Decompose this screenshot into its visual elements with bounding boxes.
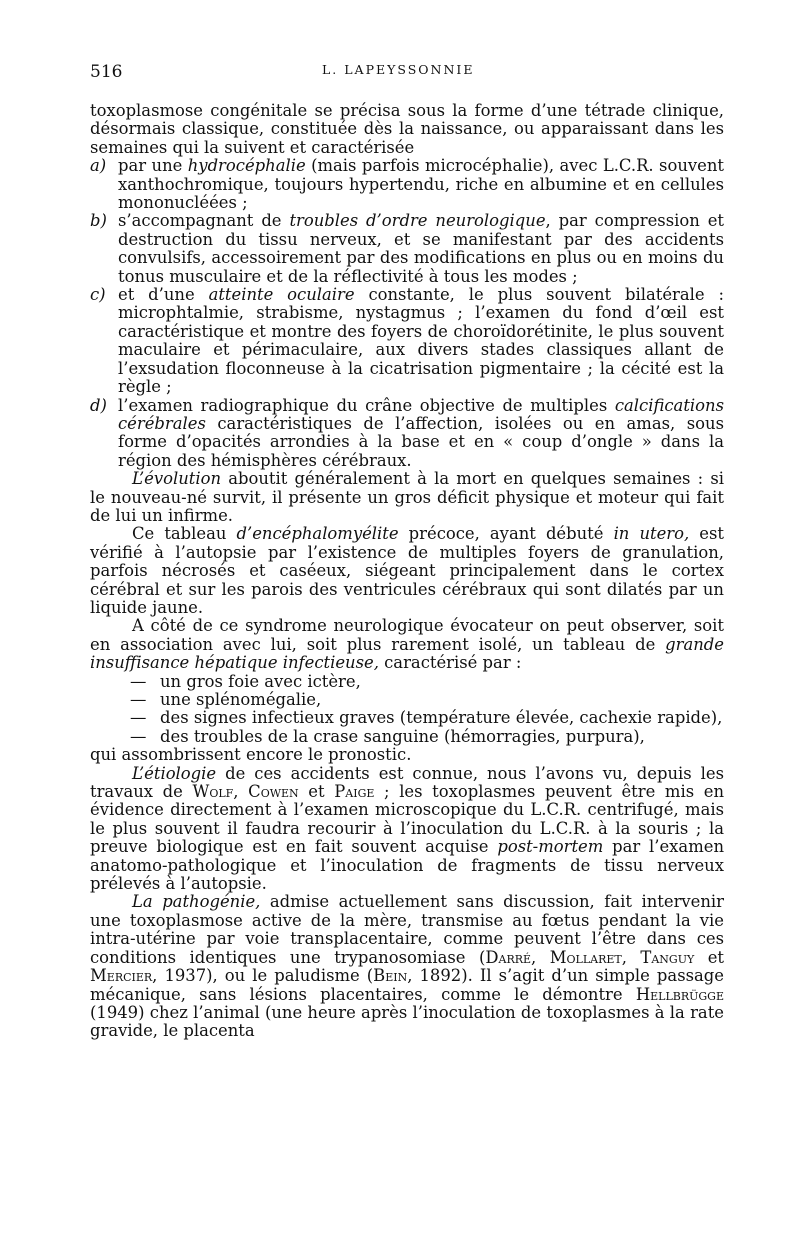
dash-symbol: — <box>130 708 147 728</box>
text-part: précoce, ayant débuté <box>398 524 614 544</box>
dash-item <box>90 673 724 691</box>
dash-symbol: — <box>130 671 147 691</box>
text-part: et <box>298 782 335 802</box>
item-text-part: constante, le plus souvent bilatérale : microphtalmie, strabisme, nystagmus ; l’examen du fond d’œil est caractéristique et montre des foyers de choroïdorétinite, le plus souvent maculaire et périmaculaire, aux divers stades classiques allant de l’exsudation floconneuse à la cicatrisation pigmentaire ; la cécité est la règle ; <box>118 285 724 397</box>
author-names: Mercier, <box>90 966 158 986</box>
dash-text: des signes infectieux graves (température élevée, cachexie rapide), <box>160 708 723 728</box>
item-text <box>118 212 724 286</box>
emphasis: grande insuffisance hépatique infectieuse, <box>90 634 724 673</box>
paragraph-tableau <box>90 525 724 617</box>
paragraph-cote <box>90 617 724 672</box>
paragraph-pronostic: qui assombrissent encore le pronostic. <box>90 745 412 765</box>
dash-symbol: — <box>130 726 147 746</box>
emphasis: post-mortem <box>497 837 604 857</box>
text-part: (1949) chez l’animal (une heure après l’inoculation de toxoplasmes à la rate gravide, le placenta <box>90 1002 724 1041</box>
dash-text: des troubles de la crase sanguine (hémorragies, purpura), <box>160 726 645 746</box>
paragraph-etiologie <box>90 765 724 894</box>
emphasis: L’évolution <box>132 469 222 489</box>
author-names: Darré, Mollaret, Tanguy <box>485 947 695 967</box>
text-part: 1937), ou le paludisme ( <box>157 966 374 986</box>
item-text <box>118 157 724 212</box>
item-emphasis: hydrocéphalie <box>187 156 306 176</box>
text-part: de ces accidents est connue, nous l’avons vu, depuis les travaux de <box>90 763 724 802</box>
list-item-c <box>90 286 724 396</box>
dash-item <box>90 728 724 746</box>
item-text-part: s’accompagnant de <box>118 211 290 231</box>
text-part: par l’examen anatomo-pathologique et l’inoculation de fragments de tissu nerveux prélevés à l’autopsie. <box>90 837 724 894</box>
text-part: est vérifié à l’autopsie par l’existence de multiples foyers de granulation, parfois nécrosés et caséeux, siégeant principalement dans le cortex cérébral et sur les parois des ventricules cérébraux qui sont dilatés par un liquide jaune. <box>90 524 724 617</box>
item-label: d) <box>90 395 107 415</box>
dash-symbol: — <box>130 690 147 709</box>
item-label: c) <box>90 285 106 305</box>
item-label: b) <box>90 211 107 231</box>
page-header <box>90 62 724 92</box>
list-item-d <box>90 397 724 471</box>
paragraph-evolution <box>90 470 724 525</box>
paragraph-intro: toxoplasmose congénitale se précisa sous la forme d’une tétrade clinique, désormais classique, constituée dès la naissance, ou apparaissant dans les semaines qui la suivent et caractérisée <box>90 101 724 157</box>
running-head: L. LAPEYSSONNIE <box>322 62 475 77</box>
author-names: Hellbrügge <box>635 984 724 1004</box>
text-part: A côté de ce syndrome neurologique évocateur on peut observer, soit en association avec lui, soit plus rarement isolé, un tableau de <box>90 616 724 654</box>
dash-text: un gros foie avec ictère, <box>160 671 361 691</box>
text-part: aboutit généralement à la mort en quelques semaines : si le nouveau-né survit, il présente un gros déficit physique et moteur qui fait de lui un infirme. <box>90 469 724 525</box>
author-names: Wolf, Cowen <box>192 782 299 802</box>
item-emphasis: atteinte oculaire <box>208 285 355 305</box>
item-text-part: (mais parfois microcéphalie), avec L.C.R. souvent xanthochromique, toujours hypertendu, riche en albumine et en cellules mononucléées ; <box>118 156 724 213</box>
dash-item <box>90 709 724 727</box>
page-number: 516 <box>90 62 123 82</box>
text-part: et <box>694 947 724 967</box>
item-text-part: l’examen radiographique du crâne objective de multiples <box>118 395 615 415</box>
author-names: Paige <box>334 782 375 802</box>
emphasis: in utero, <box>613 524 690 544</box>
emphasis: La pathogénie, <box>132 892 261 912</box>
emphasis: d’encéphalomyélite <box>236 524 399 544</box>
body-text <box>90 102 724 1041</box>
author-names: Bein, <box>373 966 413 986</box>
item-text <box>118 286 724 396</box>
list-item-a <box>90 157 724 212</box>
text-part: admise actuellement sans discussion, fait intervenir une toxoplasmose active de la mère, transmise au fœtus pendant la vie intra-utérine par voie transplacentaire, comme peuvent l’être dans ces conditions identiques une trypanosomiase ( <box>90 892 725 967</box>
dash-item <box>90 691 724 709</box>
text-part: Ce tableau <box>132 524 237 544</box>
item-text-part: par une <box>118 156 188 176</box>
text-part: ; les toxoplasmes peuvent être mis en évidence directement à l’examen microscopique du L.C.R. centrifugé, mais le plus souvent il faudra recourir à l’inoculation du L.C.R. à la souris ; la preuve biologique est en fait souvent acquise <box>90 782 724 857</box>
item-text <box>118 397 724 471</box>
paragraph-pathogenie <box>90 893 724 1040</box>
item-text-part: , par compression et destruction du tissu nerveux, et se manifestant par des accidents convulsifs, accessoirement par des modifications en plus ou en moins du tonus musculaire et de la réflectivité à tous les modes ; <box>118 211 724 286</box>
book-page <box>90 62 724 1041</box>
item-label: a) <box>90 156 107 176</box>
item-emphasis: troubles d’ordre neurologique <box>289 211 546 231</box>
dash-text: une splénomégalie, <box>160 690 322 709</box>
item-emphasis: calcifications cérébrales <box>118 395 724 433</box>
item-text-part: et d’une <box>118 285 209 305</box>
text-part: 1892). Il s’agit d’un simple passage mécanique, sans lésions placentaires, comme le démontre <box>90 966 724 1004</box>
list-item-b <box>90 212 724 286</box>
item-text-part: caractéristiques de l’affection, isolées ou en amas, sous forme d’opacités arrondies à la base et en « coup d’ongle » dans la région des hémisphères cérébraux. <box>118 413 724 470</box>
emphasis: L’étiologie <box>132 763 217 783</box>
text-part: caractérisé par : <box>378 653 522 673</box>
